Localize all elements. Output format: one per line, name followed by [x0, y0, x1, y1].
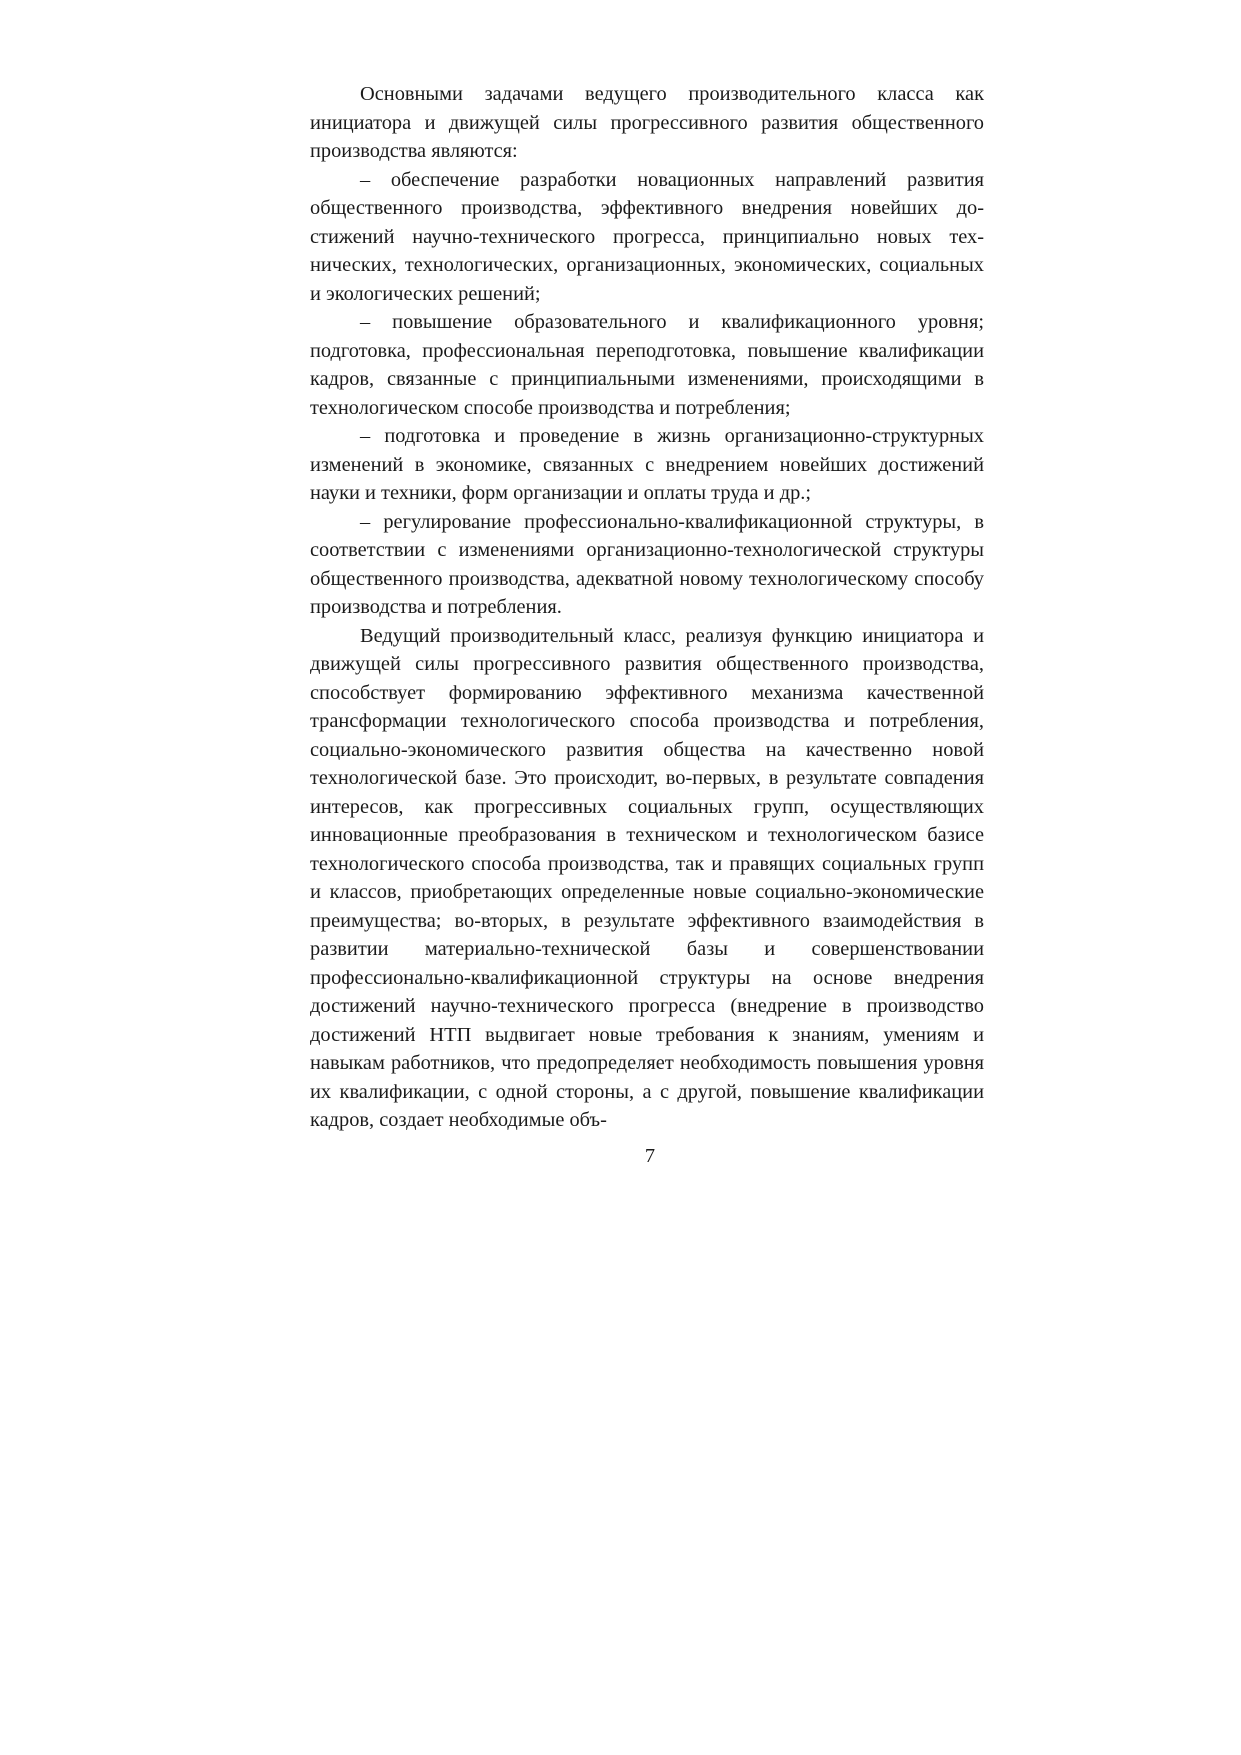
- list-item-qualification: – повышение образовательного и квалификационного уровня; подготовка, профессиональная переподготовка, повышение квалификации кадров, связанные с принципиальными изменениями, происходящими в технологическом способе производства и потребления;: [310, 311, 984, 419]
- list-item-innovation: – обеспечение разработки новационных направлений развития общественного производства, эффективного внедрения новейших достижений научно-технического прогресса, принципиально новых технических, технологических, организационных, экономических, социальных и экологических решений;: [310, 168, 984, 305]
- paragraph-intro: Основными задачами ведущего производительного класса как инициатора и движущей силы прогрессивного развития общественного производства являются:: [310, 83, 984, 162]
- list-item-regulation: – регулирование профессионально-квалификационной структуры, в соответствии с изменениями организационно-технологической структуры общественного производства, адекватной новому технологическому способу производства и потребления.: [310, 510, 984, 618]
- page-number: 7: [644, 1145, 656, 1167]
- paragraph-leading-class: Ведущий производительный класс, реализуя функцию инициатора и движущей силы прогрессивного развития общественного производства, способствует формированию эффективного механизма качественной трансформации технологического способа производства и потребления, социально-экономического развития общества на качественно новой технологической базе. Это происходит, во-первых, в результате совпадения интересов, как прогрессивных социальных групп, осуществляющих инновационные преобразования в техническом и технологическом базисе технологического способа производства, так и правящих социальных групп и классов, приобретающих определенные новые социально-экономические преимущества; во-вторых, в результате эффективного взаимодействия в развитии материально-технической базы и совершенствовании профессионально-квалификационной структуры на основе внедрения достижений научно-технического прогресса (внедрение в производство достижений НТП выдвигает новые требования к знаниям, умениям и навыкам работников, что предопределяет необходимость повышения уровня их квалификации, с одной стороны, а с другой, повышение квалификации кадров, создает необходимые объ-: [310, 624, 984, 1131]
- body-text: [310, 80, 984, 1135]
- list-item-structural-changes: – подготовка и проведение в жизнь организационно-структурных изменений в экономике, связанных с внедрением новейших достижений науки и техники, форм организации и оплаты труда и др.;: [310, 425, 984, 504]
